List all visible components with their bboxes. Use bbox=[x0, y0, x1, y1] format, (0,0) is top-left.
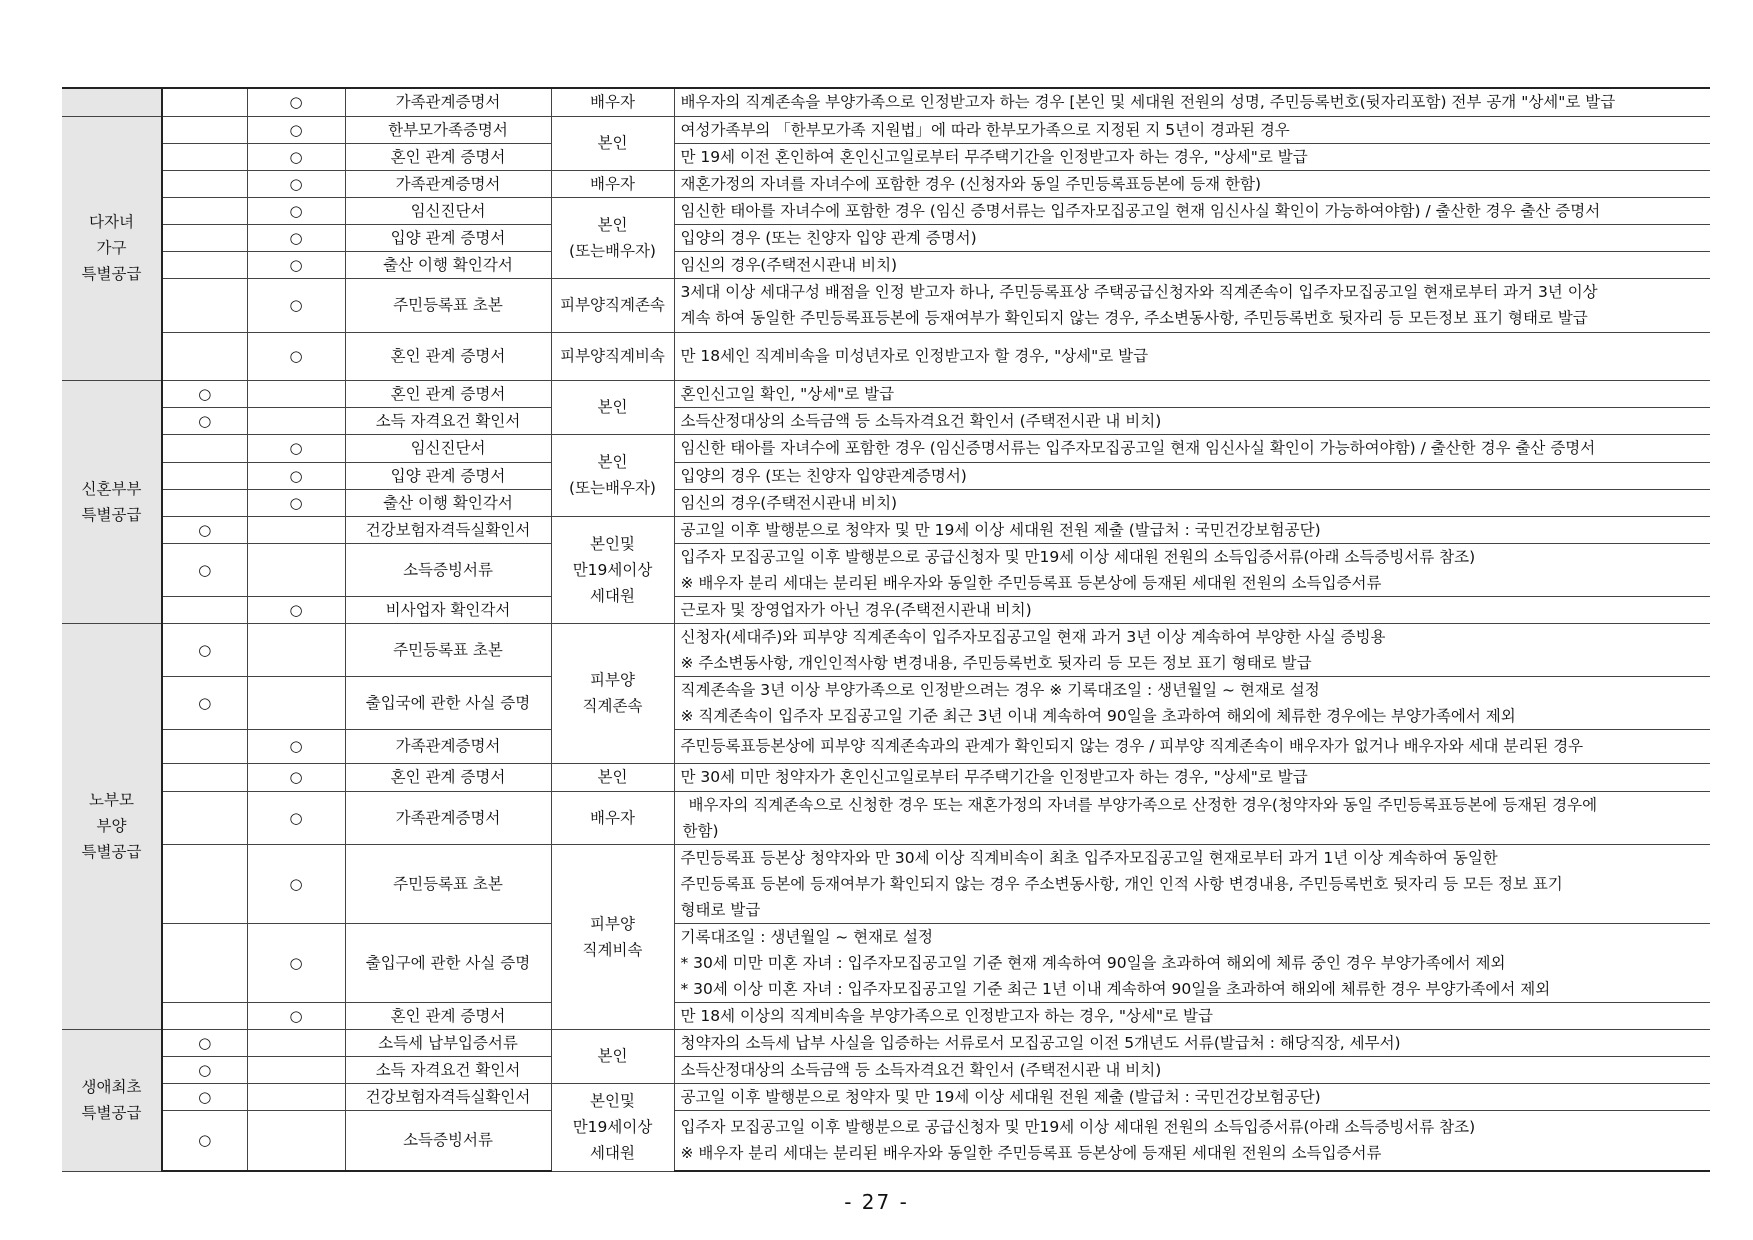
table-row bbox=[62, 676, 1710, 729]
document-description: 입양의 경우 (또는 친양자 입양관계증명서) bbox=[674, 462, 1710, 489]
document-description: 소득산정대상의 소득금액 등 소득자격요건 확인서 (주택전시관 내 비치) bbox=[674, 1056, 1710, 1083]
document-name: 주민등록표 초본 bbox=[345, 278, 551, 332]
mark-cell-a bbox=[162, 434, 247, 462]
mark-cell-a bbox=[162, 251, 247, 278]
mark-cell-a: ○ bbox=[162, 516, 247, 543]
submission-target: 본인 bbox=[551, 1029, 674, 1083]
mark-cell-a: ○ bbox=[162, 407, 247, 434]
mark-cell-b bbox=[247, 407, 345, 434]
submission-target: 본인 (또는배우자) bbox=[551, 197, 674, 278]
document-description: 임신한 태아를 자녀수에 포함한 경우 (임신증명서류는 입주자모집공고일 현재 임신사실 확인이 가능하여야함) / 출산한 경우 출산 증명서 bbox=[674, 434, 1710, 462]
mark-cell-b: ○ bbox=[247, 489, 345, 516]
document-name: 가족관계증명서 bbox=[345, 170, 551, 197]
document-name: 건강보험자격득실확인서 bbox=[345, 1083, 551, 1110]
mark-cell-a bbox=[162, 278, 247, 332]
submission-target: 피부양직계존속 bbox=[551, 278, 674, 332]
document-name: 임신진단서 bbox=[345, 434, 551, 462]
mark-cell-a bbox=[162, 791, 247, 844]
table-row bbox=[62, 462, 1710, 489]
table-row bbox=[62, 434, 1710, 462]
submission-target: 배우자 bbox=[551, 170, 674, 197]
document-name: 가족관계증명서 bbox=[345, 729, 551, 763]
submission-target: 배우자 bbox=[551, 791, 674, 844]
table-row bbox=[62, 116, 1710, 143]
document-description: 만 19세 이전 혼인하여 혼인신고일로부터 무주택기간을 인정받고자 하는 경우, "상세"로 발급 bbox=[674, 143, 1710, 170]
document-description: 주민등록표등본상에 피부양 직계존속과의 관계가 확인되지 않는 경우 / 피부양 직계존속이 배우자가 없거나 배우자와 세대 분리된 경우 bbox=[674, 729, 1710, 763]
table-row bbox=[62, 251, 1710, 278]
document-name: 가족관계증명서 bbox=[345, 88, 551, 116]
document-description: 공고일 이후 발행분으로 청약자 및 만 19세 이상 세대원 전원 제출 (발급처 : 국민건강보험공단) bbox=[674, 516, 1710, 543]
mark-cell-b: ○ bbox=[247, 462, 345, 489]
document-description: 임신의 경우(주택전시관내 비치) bbox=[674, 251, 1710, 278]
mark-cell-b: ○ bbox=[247, 434, 345, 462]
submission-target: 본인및 만19세이상 세대원 bbox=[551, 1083, 674, 1171]
document-name: 가족관계증명서 bbox=[345, 791, 551, 844]
document-description: 임신의 경우(주택전시관내 비치) bbox=[674, 489, 1710, 516]
mark-cell-b bbox=[247, 543, 345, 596]
mark-cell-b: ○ bbox=[247, 923, 345, 1002]
mark-cell-a bbox=[162, 224, 247, 251]
table-row bbox=[62, 516, 1710, 543]
table-row bbox=[62, 1029, 1710, 1056]
table-row bbox=[62, 1056, 1710, 1083]
mark-cell-b: ○ bbox=[247, 763, 345, 791]
submission-target: 본인 bbox=[551, 116, 674, 170]
mark-cell-b: ○ bbox=[247, 88, 345, 116]
table-row bbox=[62, 88, 1710, 116]
category-elderly-parent: 노부모 부양 특별공급 bbox=[62, 623, 162, 1029]
submission-target: 본인및 만19세이상 세대원 bbox=[551, 516, 674, 623]
category-multi-child: 다자녀 가구 특별공급 bbox=[62, 116, 162, 380]
submission-target: 본인 bbox=[551, 763, 674, 791]
document-description: 입주자 모집공고일 이후 발행분으로 공급신청자 및 만19세 이상 세대원 전원의 소득입증서류(아래 소득증빙서류 참조) ※ 배우자 분리 세대는 분리된 배우자와 동일한 주민등록표 등본상에 등재된 세대원 전원의 소득입증서류 bbox=[674, 1110, 1710, 1171]
document-description: 만 30세 미만 청약자가 혼인신고일로부터 무주택기간을 인정받고자 하는 경우, "상세"로 발급 bbox=[674, 763, 1710, 791]
mark-cell-a bbox=[162, 116, 247, 143]
document-name: 입양 관계 증명서 bbox=[345, 462, 551, 489]
document-requirements-table bbox=[62, 87, 1710, 1172]
document-description: 직계존속을 3년 이상 부양가족으로 인정받으려는 경우 ※ 기록대조일 : 생년월일 ~ 현재로 설정 ※ 직계존속이 입주자 모집공고일 기준 최근 3년 이내 계속하여 90일을 초과하여 해외에 체류한 경우에는 부양가족에서 제외 bbox=[674, 676, 1710, 729]
document-description: 근로자 및 장영업자가 아닌 경우(주택전시관내 비치) bbox=[674, 596, 1710, 623]
mark-cell-a bbox=[162, 170, 247, 197]
document-description: 3세대 이상 세대구성 배점을 인정 받고자 하나, 주민등록표상 주택공급신청자와 직계존속이 입주자모집공고일 현재로부터 과거 3년 이상 계속 하여 동일한 주민등록표등본에 등재여부가 확인되지 않는 경우, 주소변동사항, 주민등록번호 뒷자리 등 모든정보 표기 형태로 발급 bbox=[674, 278, 1710, 332]
mark-cell-b: ○ bbox=[247, 197, 345, 224]
document-description: 주민등록표 등본상 청약자와 만 30세 이상 직계비속이 최초 입주자모집공고일 현재로부터 과거 1년 이상 계속하여 동일한 주민등록표 등본에 등재여부가 확인되지 않는 경우 주소변동사항, 개인 인적 사항 변경내용, 주민등록번호 뒷자리 등 모든 정보 표기 형태로 발급 bbox=[674, 844, 1710, 923]
mark-cell-a bbox=[162, 596, 247, 623]
table-row bbox=[62, 791, 1710, 844]
table-row bbox=[62, 332, 1710, 380]
document-description: 신청자(세대주)와 피부양 직계존속이 입주자모집공고일 현재 과거 3년 이상 계속하여 부양한 사실 증빙용 ※ 주소변동사항, 개인인적사항 변경내용, 주민등록번호 뒷자리 등 모든 정보 표기 형태로 발급 bbox=[674, 623, 1710, 676]
document-name: 임신진단서 bbox=[345, 197, 551, 224]
document-description: 만 18세인 직계비속을 미성년자로 인정받고자 할 경우, "상세"로 발급 bbox=[674, 332, 1710, 380]
document-name: 혼인 관계 증명서 bbox=[345, 1002, 551, 1029]
mark-cell-a: ○ bbox=[162, 1056, 247, 1083]
mark-cell-b bbox=[247, 1029, 345, 1056]
table-row bbox=[62, 763, 1710, 791]
document-description: 만 18세 이상의 직계비속을 부양가족으로 인정받고자 하는 경우, "상세"로 발급 bbox=[674, 1002, 1710, 1029]
table-row bbox=[62, 623, 1710, 676]
table-row bbox=[62, 729, 1710, 763]
submission-target: 본인 (또는배우자) bbox=[551, 434, 674, 516]
mark-cell-b: ○ bbox=[247, 844, 345, 923]
table-row bbox=[62, 224, 1710, 251]
mark-cell-a: ○ bbox=[162, 543, 247, 596]
document-description: 소득산정대상의 소득금액 등 소득자격요건 확인서 (주택전시관 내 비치) bbox=[674, 407, 1710, 434]
document-description: 기록대조일 : 생년월일 ~ 현재로 설정 * 30세 미만 미혼 자녀 : 입주자모집공고일 기준 현재 계속하여 90일을 초과하여 해외에 체류 중인 경우 부양가족에서 제외 * 30세 이상 미혼 자녀 : 입주자모집공고일 기준 최근 1년 이내 계속하여 90일을 초과하여 해외에 체류한 경우 부양가족에서 제외 bbox=[674, 923, 1710, 1002]
category-cell-empty bbox=[62, 88, 162, 116]
document-name: 출입국에 관한 사실 증명 bbox=[345, 676, 551, 729]
mark-cell-b bbox=[247, 380, 345, 407]
mark-cell-a bbox=[162, 923, 247, 1002]
document-name: 소득세 납부입증서류 bbox=[345, 1029, 551, 1056]
mark-cell-a: ○ bbox=[162, 1110, 247, 1171]
mark-cell-a bbox=[162, 462, 247, 489]
table-row bbox=[62, 489, 1710, 516]
mark-cell-b bbox=[247, 623, 345, 676]
document-description: 청약자의 소득세 납부 사실을 입증하는 서류로서 모집공고일 이전 5개년도 서류(발급처 : 해당직장, 세무서) bbox=[674, 1029, 1710, 1056]
table-row bbox=[62, 197, 1710, 224]
mark-cell-a bbox=[162, 729, 247, 763]
mark-cell-a bbox=[162, 143, 247, 170]
mark-cell-b: ○ bbox=[247, 278, 345, 332]
submission-target: 본인 bbox=[551, 380, 674, 434]
document-description: 배우자의 직계존속을 부양가족으로 인정받고자 하는 경우 [본인 및 세대원 전원의 성명, 주민등록번호(뒷자리포함) 전부 공개 "상세"로 발급 bbox=[674, 88, 1710, 116]
document-name: 소득증빙서류 bbox=[345, 543, 551, 596]
mark-cell-b: ○ bbox=[247, 332, 345, 380]
document-name: 혼인 관계 증명서 bbox=[345, 332, 551, 380]
mark-cell-a: ○ bbox=[162, 623, 247, 676]
mark-cell-a: ○ bbox=[162, 380, 247, 407]
table-row bbox=[62, 170, 1710, 197]
table-row bbox=[62, 407, 1710, 434]
mark-cell-a bbox=[162, 1002, 247, 1029]
mark-cell-b: ○ bbox=[247, 116, 345, 143]
document-name: 소득 자격요건 확인서 bbox=[345, 1056, 551, 1083]
document-description: 입주자 모집공고일 이후 발행분으로 공급신청자 및 만19세 이상 세대원 전원의 소득입증서류(아래 소득증빙서류 참조) ※ 배우자 분리 세대는 분리된 배우자와 동일한 주민등록표 등본상에 등재된 세대원 전원의 소득입증서류 bbox=[674, 543, 1710, 596]
table-row bbox=[62, 1110, 1710, 1171]
table-row bbox=[62, 143, 1710, 170]
table-row bbox=[62, 278, 1710, 332]
document-name: 소득증빙서류 bbox=[345, 1110, 551, 1171]
document-name: 주민등록표 초본 bbox=[345, 844, 551, 923]
document-name: 소득 자격요건 확인서 bbox=[345, 407, 551, 434]
document-name: 한부모가족증명서 bbox=[345, 116, 551, 143]
mark-cell-b: ○ bbox=[247, 596, 345, 623]
category-first-home: 생애최초 특별공급 bbox=[62, 1029, 162, 1171]
category-newlywed: 신혼부부 특별공급 bbox=[62, 380, 162, 623]
table-row bbox=[62, 1083, 1710, 1110]
mark-cell-a: ○ bbox=[162, 1083, 247, 1110]
document-description: 배우자의 직계존속으로 신청한 경우 또는 재혼가정의 자녀를 부양가족으로 산정한 경우(청약자와 동일 주민등록표등본에 등재된 경우에 한함) bbox=[674, 791, 1710, 844]
mark-cell-b: ○ bbox=[247, 224, 345, 251]
document-description: 여성가족부의 「한부모가족 지원법」에 따라 한부모가족으로 지정된 지 5년이 경과된 경우 bbox=[674, 116, 1710, 143]
mark-cell-b: ○ bbox=[247, 143, 345, 170]
document-description: 혼인신고일 확인, "상세"로 발급 bbox=[674, 380, 1710, 407]
document-name: 주민등록표 초본 bbox=[345, 623, 551, 676]
document-description: 공고일 이후 발행분으로 청약자 및 만 19세 이상 세대원 전원 제출 (발급처 : 국민건강보험공단) bbox=[674, 1083, 1710, 1110]
mark-cell-a bbox=[162, 489, 247, 516]
mark-cell-a bbox=[162, 88, 247, 116]
table-row bbox=[62, 380, 1710, 407]
document-name: 건강보험자격득실확인서 bbox=[345, 516, 551, 543]
document-name: 출입구에 관한 사실 증명 bbox=[345, 923, 551, 1002]
mark-cell-b: ○ bbox=[247, 729, 345, 763]
mark-cell-b: ○ bbox=[247, 170, 345, 197]
mark-cell-b bbox=[247, 1110, 345, 1171]
submission-target: 피부양 직계비속 bbox=[551, 844, 674, 1029]
document-name: 출산 이행 확인각서 bbox=[345, 251, 551, 278]
table-row bbox=[62, 1002, 1710, 1029]
mark-cell-a bbox=[162, 197, 247, 224]
table-row bbox=[62, 596, 1710, 623]
document-description: 임신한 태아를 자녀수에 포함한 경우 (임신 증명서류는 입주자모집공고일 현재 임신사실 확인이 가능하여야함) / 출산한 경우 출산 증명서 bbox=[674, 197, 1710, 224]
mark-cell-a bbox=[162, 763, 247, 791]
mark-cell-b: ○ bbox=[247, 1002, 345, 1029]
document-description: 재혼가정의 자녀를 자녀수에 포함한 경우 (신청자와 동일 주민등록표등본에 등재 한함) bbox=[674, 170, 1710, 197]
mark-cell-b bbox=[247, 516, 345, 543]
document-name: 출산 이행 확인각서 bbox=[345, 489, 551, 516]
mark-cell-a: ○ bbox=[162, 1029, 247, 1056]
submission-target: 피부양직계비속 bbox=[551, 332, 674, 380]
mark-cell-b: ○ bbox=[247, 791, 345, 844]
mark-cell-b bbox=[247, 676, 345, 729]
submission-target: 피부양 직계존속 bbox=[551, 623, 674, 763]
page-number: - 27 - bbox=[844, 1190, 909, 1214]
mark-cell-b bbox=[247, 1083, 345, 1110]
document-description: 입양의 경우 (또는 친양자 입양 관계 증명서) bbox=[674, 224, 1710, 251]
document-name: 혼인 관계 증명서 bbox=[345, 380, 551, 407]
mark-cell-a bbox=[162, 844, 247, 923]
mark-cell-b bbox=[247, 1056, 345, 1083]
mark-cell-b: ○ bbox=[247, 251, 345, 278]
table-row bbox=[62, 543, 1710, 596]
submission-target: 배우자 bbox=[551, 88, 674, 116]
table-row bbox=[62, 923, 1710, 1002]
document-name: 비사업자 확인각서 bbox=[345, 596, 551, 623]
mark-cell-a bbox=[162, 332, 247, 380]
table-row bbox=[62, 844, 1710, 923]
document-name: 혼인 관계 증명서 bbox=[345, 143, 551, 170]
document-name: 혼인 관계 증명서 bbox=[345, 763, 551, 791]
document-name: 입양 관계 증명서 bbox=[345, 224, 551, 251]
mark-cell-a: ○ bbox=[162, 676, 247, 729]
